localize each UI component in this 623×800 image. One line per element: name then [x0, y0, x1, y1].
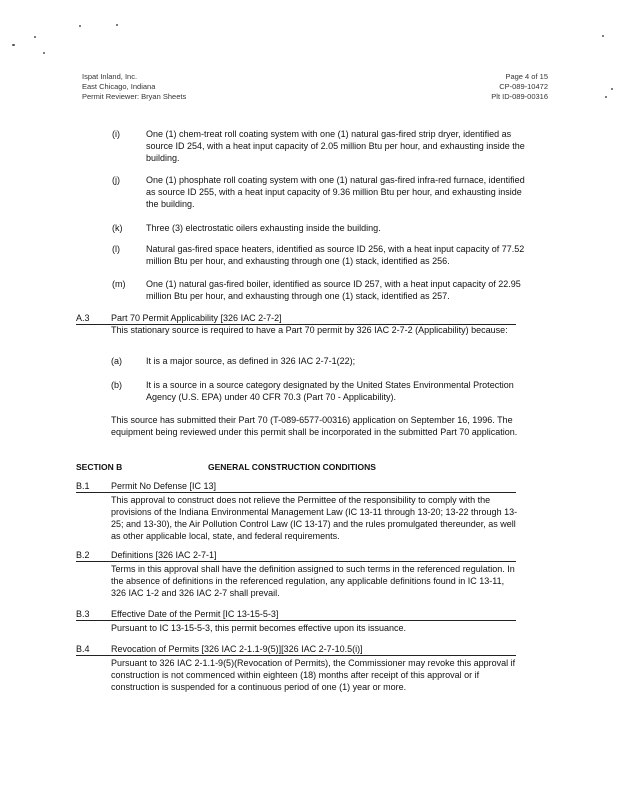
section-b4-text: Pursuant to 326 IAC 2-1.1-9(5)(Revocation of Permits), the Commissioner may revoke this approval if construction is not commenced within eighteen (18) months after receipt of this approval or if construction is suspended for a continuous period of one (1) year or more.: [111, 658, 516, 692]
section-title: Revocation of Permits [326 IAC 2-1.1-9(5)][326 IAC 2-7-10.5(i)]: [111, 644, 363, 654]
item-text: One (1) chem-treat roll coating system with one (1) natural gas-fired strip dryer, identified as source ID 254, with a heat input capacity of 2.05 million Btu per hour, and exhausting inside the building.: [146, 129, 525, 163]
header-company: Ispat Inland, Inc.: [82, 72, 138, 81]
criterion-text: It is a major source, as defined in 326 IAC 2-7-1(22);: [146, 356, 356, 366]
section-b1-text: This approval to construct does not relieve the Permittee of the responsibility to comply with the provisions of the Indiana Environmental Management Law (IC 13-11 through 13-20; 13-22 through 13-25; and 13-30), the Air Pollution Control Law (IC 13-17) and the rules promulgated thereunder, as well as other applicable local, state, and federal requirements.: [111, 495, 518, 541]
section-b1-heading: [76, 480, 516, 493]
item-label: (l): [112, 244, 120, 254]
item-text: One (1) phosphate roll coating system with one (1) natural gas-fired infra-red furnace, identified as source ID 255, with a heat input capacity of 9.36 million Btu per hour, and exhausting inside the building.: [146, 175, 525, 209]
section-a3-closing: This source has submitted their Part 70 (T-089-6577-00316) application on September 16, 1996. The equipment being reviewed under this permit shall be incorporated in the submitted Part 70 application.: [111, 415, 518, 437]
section-title: Definitions [326 IAC 2-7-1]: [111, 550, 217, 560]
section-b3-text: Pursuant to IC 13-15-5-3, this permit becomes effective upon its issuance.: [111, 623, 406, 633]
document-header-right: [452, 72, 548, 102]
section-a3-intro: This stationary source is required to have a Part 70 permit by 326 IAC 2-7-2 (Applicability) because:: [111, 325, 508, 335]
scan-speck: [43, 52, 45, 54]
applicability-criterion: [111, 355, 521, 369]
document-header-left: [82, 72, 302, 102]
equipment-item: [112, 128, 532, 168]
scan-speck: [602, 35, 604, 37]
section-b3-heading: [76, 608, 516, 621]
item-label: (j): [112, 175, 120, 185]
criterion-label: (b): [111, 380, 122, 390]
applicability-criterion: [111, 379, 521, 407]
section-title: Effective Date of the Permit [IC 13-15-5-3]: [111, 609, 279, 619]
scan-speck: [34, 36, 36, 38]
section-title: Part 70 Permit Applicability [326 IAC 2-7-2]: [111, 313, 282, 323]
scan-speck: [12, 44, 15, 46]
item-label: (k): [112, 223, 123, 233]
header-permit-number: CP-089-10472: [499, 82, 548, 91]
equipment-item: [112, 243, 532, 271]
equipment-item: [112, 222, 532, 236]
criterion-text: It is a source in a source category designated by the United States Environmental Protection Agency (U.S. EPA) under 40 CFR 70.3 (Part 70 - Applicability).: [146, 380, 514, 402]
section-number: B.1: [76, 481, 90, 491]
item-label: (m): [112, 279, 126, 289]
item-label: (i): [112, 129, 120, 139]
equipment-item: [112, 278, 532, 306]
scan-speck: [605, 96, 607, 98]
item-text: One (1) natural gas-fired boiler, identified as source ID 257, with a heat input capacity of 22.95 million Btu per hour, and exhausting through one (1) stack, identified as 257.: [146, 279, 521, 301]
header-reviewer: Permit Reviewer: Bryan Sheets: [82, 92, 187, 101]
section-b2-text: Terms in this approval shall have the definition assigned to such terms in the referenced regulation. In the absence of definitions in the referenced regulation, any applicable definitions found in IC 13-11, 326 IAC 1-2 and 326 IAC 2-7 shall prevail.: [111, 564, 515, 598]
criterion-label: (a): [111, 356, 122, 366]
header-location: East Chicago, Indiana: [82, 82, 156, 91]
section-number: B.4: [76, 644, 90, 654]
section-b2-heading: [76, 549, 516, 562]
section-b-number: SECTION B: [76, 462, 123, 472]
item-text: Natural gas-fired space heaters, identified as source ID 256, with a heat input capacity of 77.52 million Btu per hour, and exhausting through one (1) stack, identified as 256.: [146, 244, 525, 266]
header-plant-id: Plt ID-089-00316: [491, 92, 548, 101]
scan-speck: [79, 25, 81, 27]
item-text: Three (3) electrostatic oilers exhausting inside the building.: [146, 223, 381, 233]
equipment-item: [112, 174, 532, 214]
section-number: A.3: [76, 313, 90, 323]
section-number: B.3: [76, 609, 90, 619]
section-number: B.2: [76, 550, 90, 560]
header-page-number: Page 4 of 15: [505, 72, 548, 81]
section-title: Permit No Defense [IC 13]: [111, 481, 217, 491]
scan-speck: [611, 88, 613, 90]
section-b-title: GENERAL CONSTRUCTION CONDITIONS: [208, 462, 376, 472]
section-b4-heading: [76, 643, 516, 656]
scan-speck: [116, 24, 118, 26]
